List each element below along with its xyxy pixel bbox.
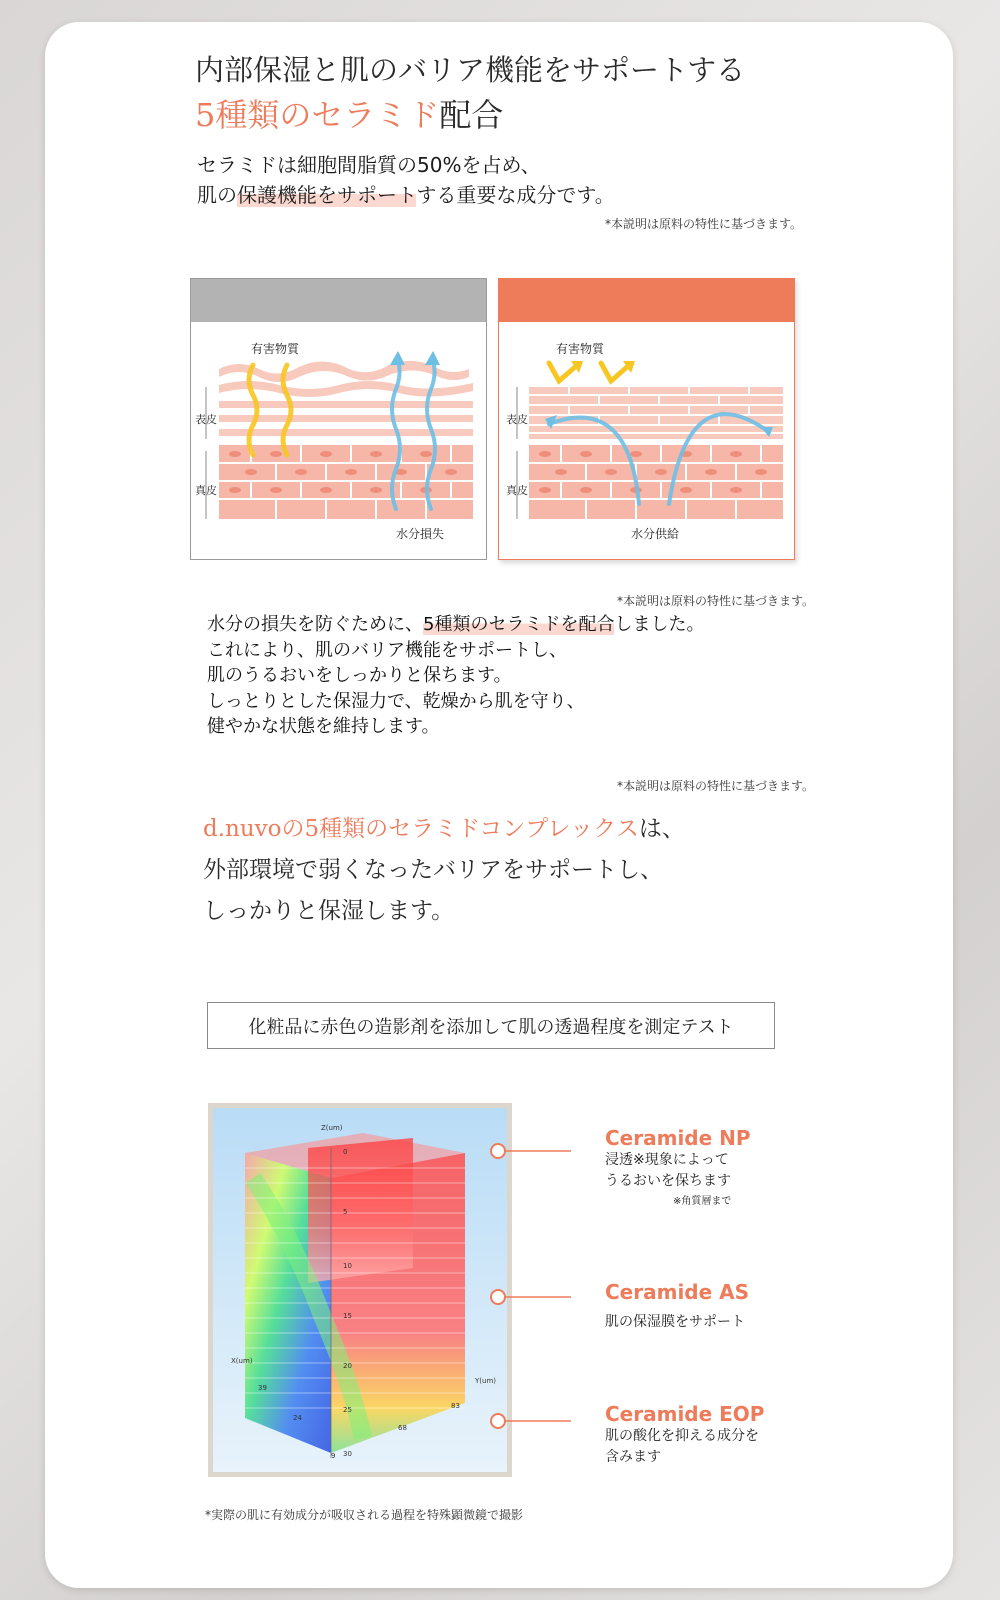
headline-rest: 配合 [439, 96, 504, 134]
z-tick: 20 [343, 1362, 352, 1370]
body-line5: 健やかな状態を維持します。 [207, 716, 440, 737]
x-tick: 39 [258, 1384, 267, 1392]
body-line2: これにより、肌のバリア機能をサポートし、 [207, 639, 567, 661]
ceramide-np [605, 1126, 805, 1207]
panel-moisture-loss [190, 278, 487, 560]
penetration-visual [208, 1103, 512, 1477]
intro-line2 [197, 180, 615, 210]
caption-moisture-loss: 水分損失 [396, 527, 445, 541]
z-axis-label: Z(um) [321, 1124, 343, 1132]
intro-text [197, 150, 615, 210]
ceramide-as [605, 1280, 805, 1333]
ceramide-eop-desc2: 含みます [605, 1449, 661, 1465]
intro-note: *本説明は原料の特性に基づきます。 [605, 217, 803, 231]
ceramide-np-title: Ceramide NP [605, 1126, 751, 1150]
headline-line1: 内部保湿と肌のバリア機能をサポートする [195, 53, 746, 87]
test-label-box [207, 1002, 775, 1049]
caption-moisture-supply: 水分供給 [631, 527, 680, 541]
ceramide-eop-desc1: 肌の酸化を抑える成分を [605, 1428, 759, 1444]
dermis-label-left: 真皮 [195, 484, 217, 497]
complex-line3: しっかりと保湿します。 [203, 898, 455, 924]
body-line4: しっとりとした保湿力で、乾燥から肌を守り、 [207, 690, 585, 712]
harmful-label-left: 有害物質 [251, 342, 300, 356]
body-line3: 肌のうるおいをしっかりと保ちます。 [207, 665, 512, 686]
complex-statement [203, 809, 685, 932]
intro-highlight: 保護機能をサポート [237, 183, 417, 207]
y-axis-label: Y(um) [475, 1377, 496, 1385]
x-axis-label: X(um) [231, 1357, 253, 1365]
penetration-3d-image [213, 1108, 507, 1472]
z-tick: 25 [343, 1406, 352, 1414]
footer-note: *実際の肌に有効成分が吸収される過程を特殊顕微鏡で撮影 [205, 1508, 524, 1522]
headline-line2 [195, 90, 835, 140]
z-tick: 5 [343, 1208, 348, 1216]
test-label: 化粧品に赤色の造影剤を添加して肌の透過程度を測定テスト [248, 1016, 734, 1038]
intro-line2-post: する重要な成分です。 [416, 183, 615, 207]
ceramide-np-desc1: 浸透※現象によって [605, 1152, 729, 1168]
x-tick: 9 [331, 1452, 336, 1460]
complex-line2: 外部環境で弱くなったバリアをサポートし、 [203, 857, 663, 883]
ceramide-as-desc: 肌の保湿膜をサポート [605, 1314, 745, 1330]
harmful-label-right: 有害物質 [556, 342, 605, 356]
body-highlight: 5種類のセラミドを配合 [423, 614, 615, 635]
ceramide-connectors [485, 1140, 575, 1430]
intro-line2-pre: 肌の [197, 183, 237, 207]
z-tick: 30 [343, 1450, 352, 1458]
body-text [207, 612, 704, 740]
complex-accent: d.nuvoの5種類のセラミドコンプレックス [203, 816, 639, 842]
epidermis-label-left: 表皮 [195, 413, 217, 426]
dermis-label-right: 真皮 [506, 484, 528, 497]
content-card [45, 22, 953, 1588]
complex-line1 [203, 809, 685, 850]
z-tick: 10 [343, 1262, 352, 1270]
body-line1 [207, 612, 704, 638]
ceramide-eop-title: Ceramide EOP [605, 1402, 765, 1426]
z-tick: 15 [343, 1312, 352, 1320]
ceramide-np-desc2: うるおいを保ちます [605, 1173, 731, 1189]
body-line1-pre: 水分の損失を防ぐために、 [207, 614, 423, 635]
headline [195, 50, 835, 140]
headline-accent: 5種類のセラミド [195, 96, 440, 134]
diagram-note: *本説明は原料の特性に基づきます。 [617, 594, 815, 608]
y-tick: 83 [451, 1402, 460, 1410]
skin-illustration-healthy [499, 279, 794, 559]
ceramide-np-note: ※角質層まで [673, 1196, 732, 1207]
intro-line1: セラミドは細胞間脂質の50%を占め、 [197, 153, 541, 177]
complex-line1-rest: は、 [638, 816, 685, 842]
body-note: *本説明は原料の特性に基づきます。 [617, 779, 815, 793]
y-tick: 68 [398, 1424, 407, 1432]
epidermis-label-right: 表皮 [506, 413, 528, 426]
ceramide-eop [605, 1402, 825, 1468]
x-tick: 24 [293, 1414, 302, 1422]
skin-illustration-damaged [191, 279, 486, 559]
z-tick: 0 [343, 1148, 348, 1156]
ceramide-as-title: Ceramide AS [605, 1280, 750, 1304]
panel-moisture-supply [498, 278, 795, 560]
body-line1-post: しました。 [614, 614, 705, 635]
